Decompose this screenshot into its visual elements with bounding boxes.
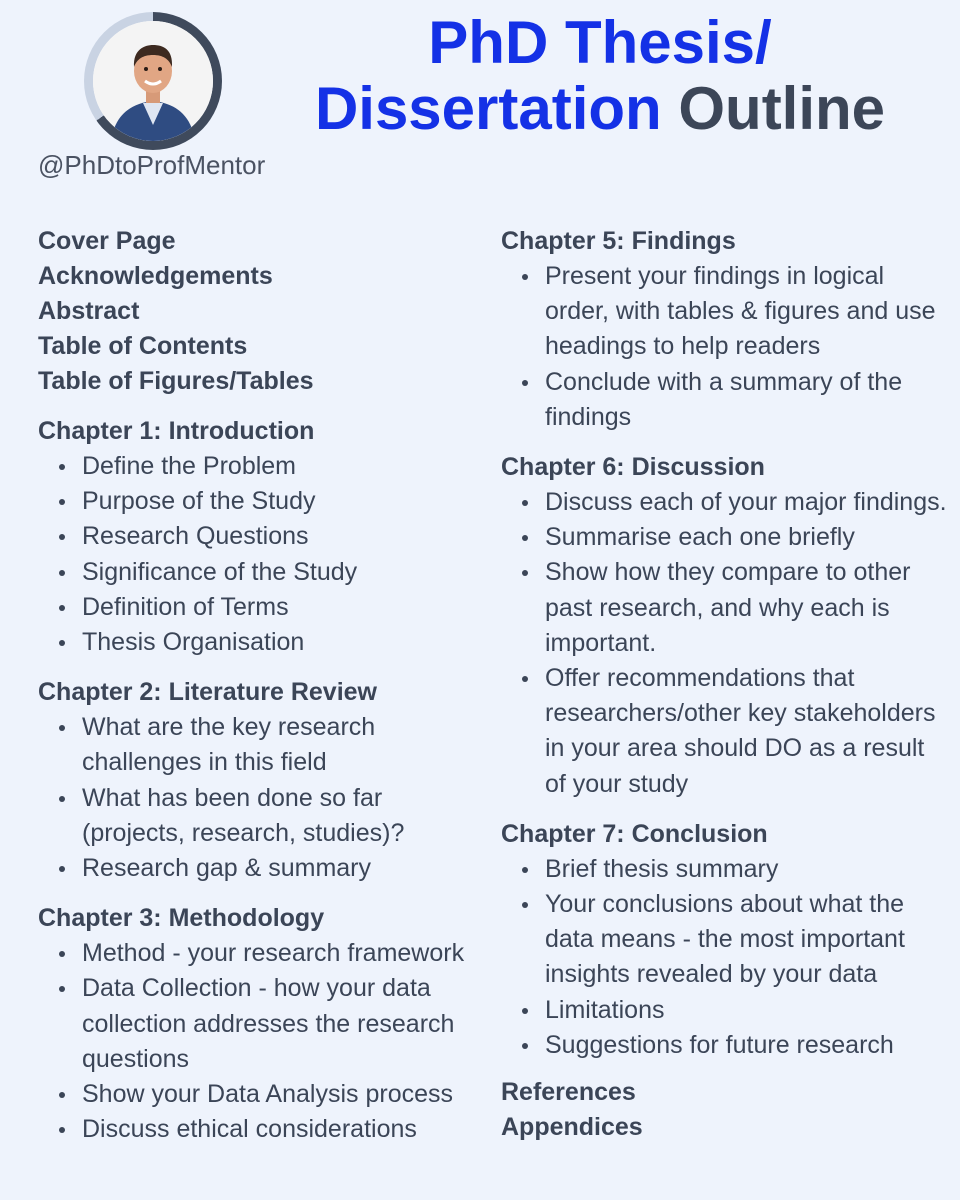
- list-item: Your conclusions about what the data means - the most important insights revealed by your data: [501, 887, 951, 993]
- list-item: Discuss ethical considerations: [38, 1112, 488, 1147]
- left-column: [38, 224, 488, 1147]
- back-matter: [501, 1075, 951, 1145]
- list-item: Suggestions for future research: [501, 1028, 951, 1063]
- list-item: Research Questions: [38, 519, 488, 554]
- chapter-title: Chapter 7: Conclusion: [501, 819, 768, 848]
- chapter-3: [38, 901, 488, 1147]
- list-item: Define the Problem: [38, 449, 488, 484]
- front-matter-item: Acknowledgements: [38, 262, 273, 290]
- chapter-3-list: [38, 936, 488, 1147]
- list-item: Definition of Terms: [38, 590, 488, 625]
- list-item: Conclude with a summary of the findings: [501, 365, 951, 435]
- list-item: Summarise each one briefly: [501, 520, 951, 555]
- person-portrait-icon: [93, 21, 213, 141]
- list-item: Method - your research framework: [38, 936, 488, 971]
- title-word-dissertation: Dissertation: [314, 75, 662, 142]
- list-item: Offer recommendations that researchers/other key stakeholders in your area should DO as a result of your study: [501, 661, 951, 802]
- chapter-6-list: [501, 485, 951, 802]
- list-item: Discuss each of your major findings.: [501, 485, 951, 520]
- chapter-7: [501, 817, 951, 1063]
- page-title: [250, 10, 950, 142]
- chapter-title: Chapter 3: Methodology: [38, 904, 325, 933]
- list-item: Thesis Organisation: [38, 625, 488, 660]
- front-matter-item: Abstract: [38, 297, 140, 325]
- chapter-title: Chapter 6: Discussion: [501, 453, 765, 482]
- list-item: What are the key research challenges in this field: [38, 710, 488, 780]
- chapter-2: [38, 675, 488, 886]
- list-item: Limitations: [501, 993, 951, 1028]
- list-item: Show how they compare to other past research, and why each is important.: [501, 555, 951, 661]
- title-word-outline: Outline: [678, 75, 886, 142]
- list-item: What has been done so far (projects, research, studies)?: [38, 781, 488, 851]
- chapter-7-list: [501, 852, 951, 1063]
- list-item: Present your findings in logical order, with tables & figures and use headings to help readers: [501, 259, 951, 365]
- chapter-5-list: [501, 259, 951, 435]
- author-handle: @PhDtoProfMentor: [38, 150, 266, 180]
- avatar: [84, 12, 222, 150]
- list-item: Significance of the Study: [38, 555, 488, 590]
- front-matter-item: Cover Page: [38, 227, 176, 255]
- list-item: Purpose of the Study: [38, 484, 488, 519]
- back-matter-item: Appendices: [501, 1113, 643, 1142]
- chapter-title: Chapter 5: Findings: [501, 227, 736, 255]
- list-item: Show your Data Analysis process: [38, 1077, 488, 1112]
- chapter-1: [38, 414, 488, 660]
- front-matter-item: Table of Contents: [38, 332, 248, 360]
- chapter-title: Chapter 1: Introduction: [38, 417, 315, 445]
- front-matter: [38, 224, 488, 399]
- chapter-1-list: [38, 449, 488, 660]
- front-matter-item: Table of Figures/Tables: [38, 367, 314, 395]
- title-line-1: PhD Thesis/: [428, 9, 772, 76]
- list-item: Data Collection - how your data collection addresses the research questions: [38, 971, 488, 1077]
- chapter-2-list: [38, 710, 488, 886]
- list-item: Research gap & summary: [38, 851, 488, 886]
- list-item: Brief thesis summary: [501, 852, 951, 887]
- avatar-photo: [93, 21, 213, 141]
- chapter-title: Chapter 2: Literature Review: [38, 678, 377, 707]
- right-column: [501, 224, 951, 1145]
- chapter-5: [501, 224, 951, 435]
- chapter-6: [501, 450, 951, 802]
- back-matter-item: References: [501, 1078, 636, 1107]
